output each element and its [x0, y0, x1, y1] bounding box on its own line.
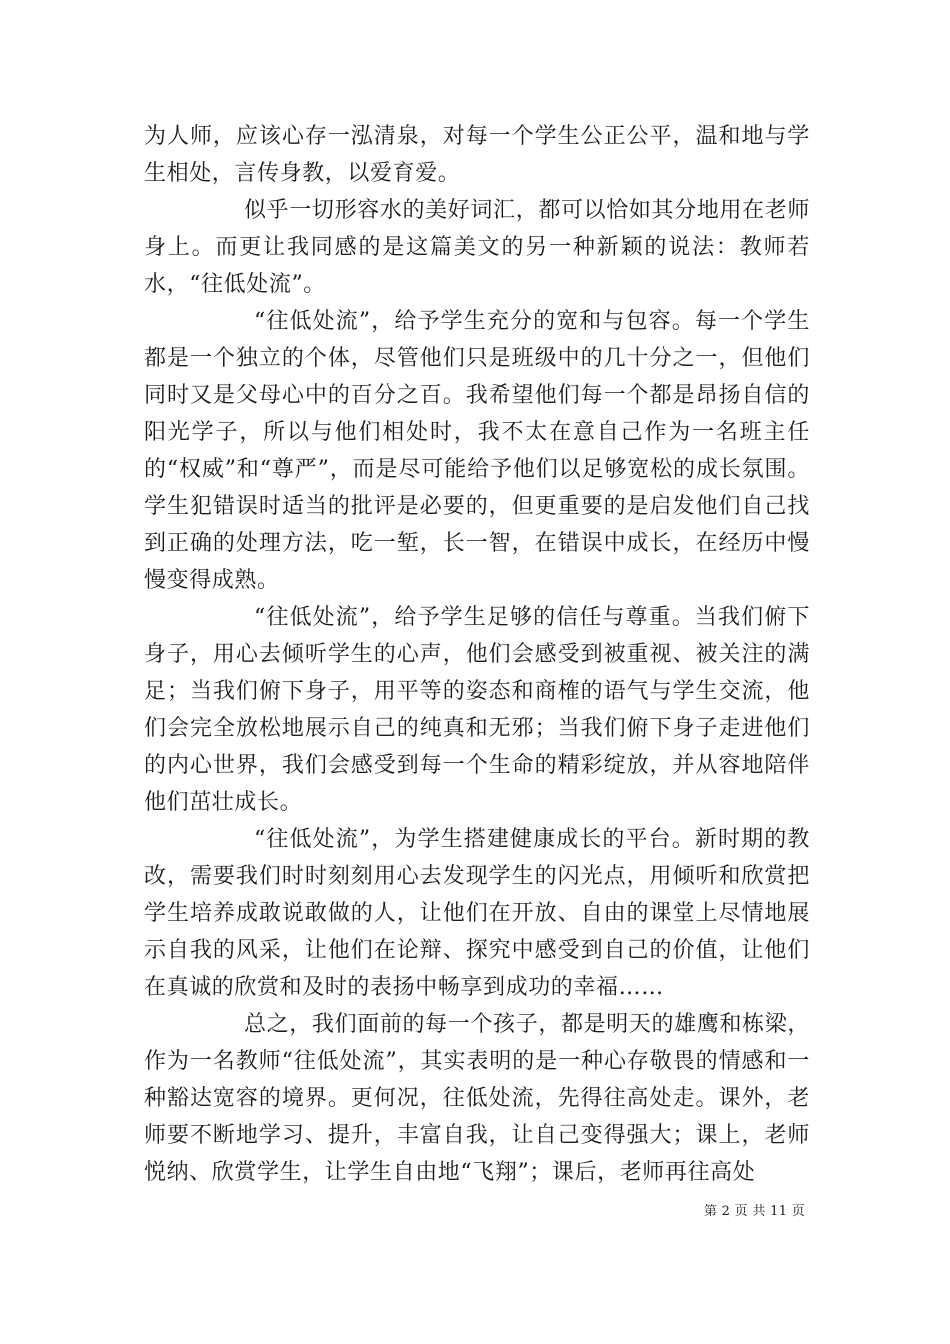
page-number-footer: 第 2 页 共 11 页 — [703, 1204, 805, 1219]
body-text — [144, 118, 810, 1191]
paragraph-5: “往低处流”，为学生搭建健康成长的平台。新时期的教改，需要我们时时刻刻用心去发现学生的闪光点，用倾听和欣赏把学生培养成敢说敢做的人，让他们在开放、自由的课堂上尽情地展示自我的风采，让他们在论辩、探究中感受到自己的价值，让他们在真诚的欣赏和及时的表扬中畅享到成功的幸福…… — [144, 827, 810, 1000]
paragraph-2: 似乎一切形容水的美好词汇，都可以恰如其分地用在老师身上。而更让我同感的是这篇美文的另一种新颖的说法：教师若水，“往低处流”。 — [144, 198, 810, 297]
paragraph-4: “往低处流”，给予学生足够的信任与尊重。当我们俯下身子，用心去倾听学生的心声，他们会感受到被重视、被关注的满足；当我们俯下身子，用平等的姿态和商榷的语气与学生交流，他们会完全放松地展示自己的纯真和无邪；当我们俯下身子走进他们的内心世界，我们会感受到每一个生命的精彩绽放，并从容地陪伴他们茁壮成长。 — [144, 605, 810, 815]
paragraph-6: 总之，我们面前的每一个孩子，都是明天的雄鹰和栋梁，作为一名教师“往低处流”，其实表明的是一种心存敬畏的情感和一种豁达宽容的境界。更何况，往低处流，先得往高处走。课外，老师要不断地学习、提升，丰富自我，让自己变得强大；课上，老师悦纳、欣赏学生，让学生自由地“飞翔”；课后，老师再往高处 — [144, 1012, 810, 1185]
paragraph-3: “往低处流”，给予学生充分的宽和与包容。每一个学生都是一个独立的个体，尽管他们只是班级中的几十分之一，但他们同时又是父母心中的百分之百。我希望他们每一个都是昂扬自信的阳光学子，所以与他们相处时，我不太在意自己作为一名班主任的“权威”和“尊严”，而是尽可能给予他们以足够宽松的成长氛围。学生犯错误时适当的批评是必要的，但更重要的是启发他们自己找到正确的处理方法，吃一堑，长一智，在错误中成长，在经历中慢慢变得成熟。 — [144, 309, 810, 593]
paragraph-1: 为人师，应该心存一泓清泉，对每一个学生公正公平，温和地与学生相处，言传身教，以爱育爱。 — [144, 124, 810, 186]
